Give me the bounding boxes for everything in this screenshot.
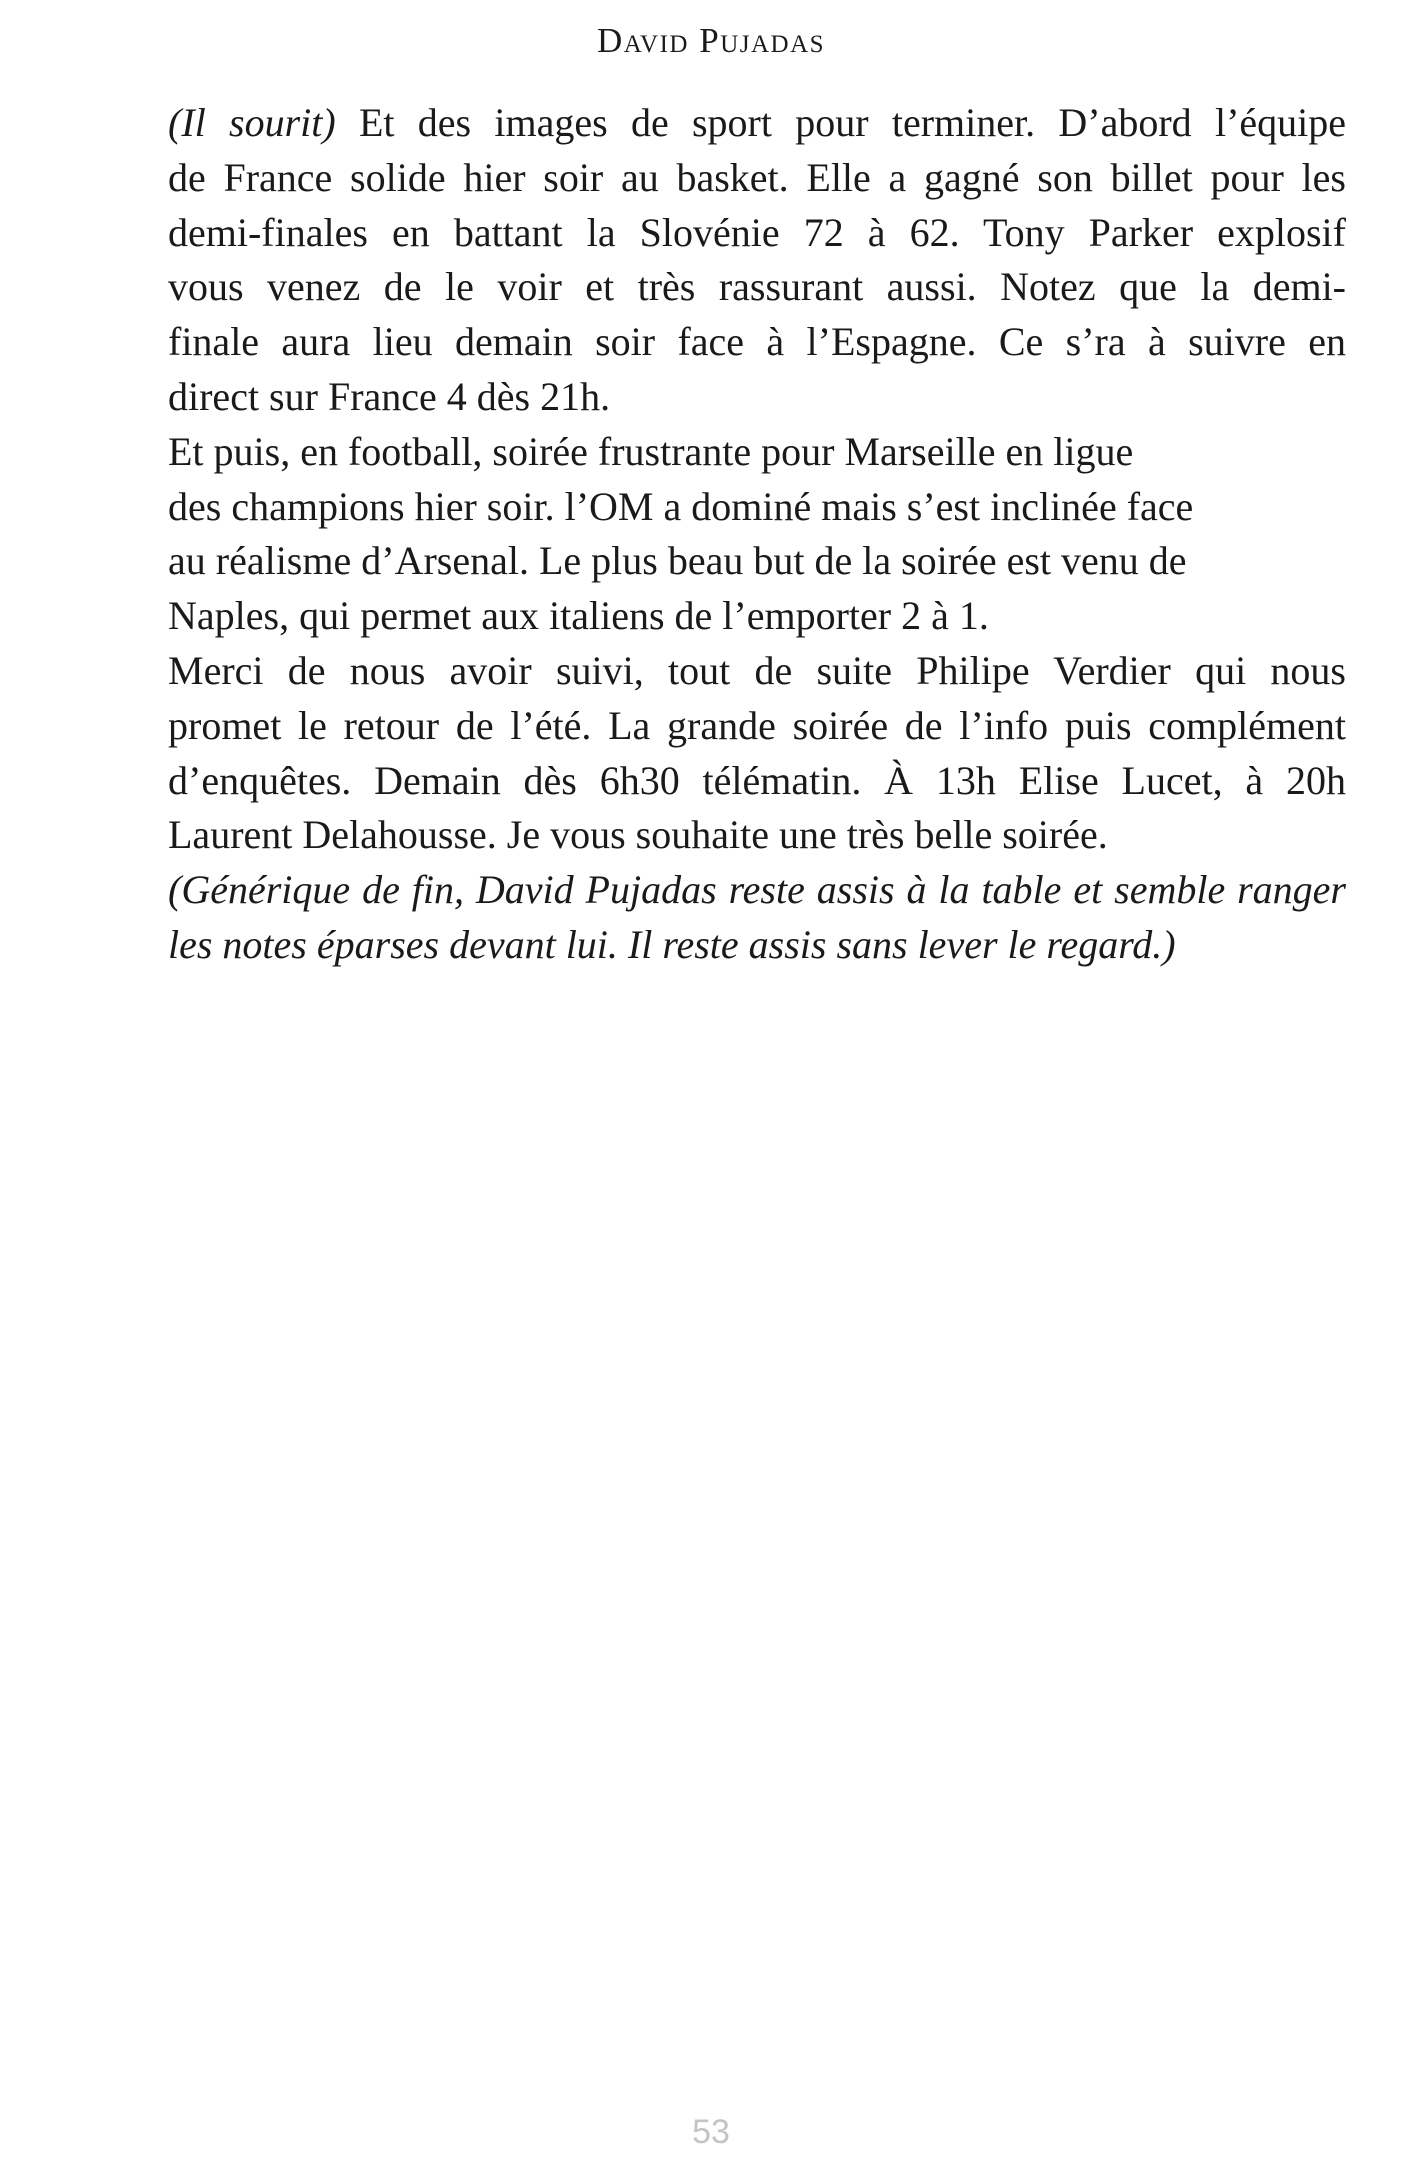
text-line: direct sur France 4 dès 21h. (168, 373, 611, 419)
text-line (168, 96, 1346, 151)
text-line: Laurent Delahousse. Je vous souhaite une très belle soirée. (168, 812, 1108, 858)
text-line: au réalisme d’Arsenal. Le plus beau but de la soirée est venu de (168, 538, 1187, 584)
text-line: promet le retour de l’été. La grande soirée de l’info puis complément (168, 702, 1346, 748)
stage-direction: (Il sourit) (168, 100, 336, 145)
text-line: d’enquêtes. Demain dès 6h30 télématin. À 13h Elise Lucet, à 20h (168, 757, 1346, 803)
text-line: Et puis, en football, soirée frustrante pour Marseille en ligue (168, 428, 1134, 474)
text-line: les notes éparses devant lui. Il reste assis sans lever le regard.) (168, 921, 1176, 967)
body-text (168, 96, 1346, 973)
text-line: finale aura lieu demain soir face à l’Espagne. Ce s’ra à suivre en (168, 319, 1346, 365)
text-line: demi-finales en battant la Slovénie 72 à 62. Tony Parker explosif (168, 209, 1346, 255)
text-line-content: Et des images de sport pour terminer. D’abord l’équipe (335, 100, 1347, 145)
paragraph-closing (168, 644, 1346, 863)
page-number: 53 (692, 2113, 730, 2151)
text-line: vous venez de le voir et très rassurant aussi. Notez que la demi- (168, 264, 1346, 310)
paragraph-football (168, 425, 1346, 644)
text-line: des champions hier soir. l’OM a dominé mais s’est inclinée face (168, 483, 1194, 529)
running-head-title: David Pujadas (596, 21, 826, 60)
text-line: (Générique de fin, David Pujadas reste assis à la table et semble ranger (168, 867, 1346, 913)
paragraph-stage-direction (168, 863, 1346, 973)
text-line: de France solide hier soir au basket. Elle a gagné son billet pour les (168, 154, 1346, 200)
paragraph-sport-intro (168, 96, 1346, 425)
text-line: Naples, qui permet aux italiens de l’emporter 2 à 1. (168, 593, 989, 639)
text-line: Merci de nous avoir suivi, tout de suite Philipe Verdier qui nous (168, 647, 1346, 693)
